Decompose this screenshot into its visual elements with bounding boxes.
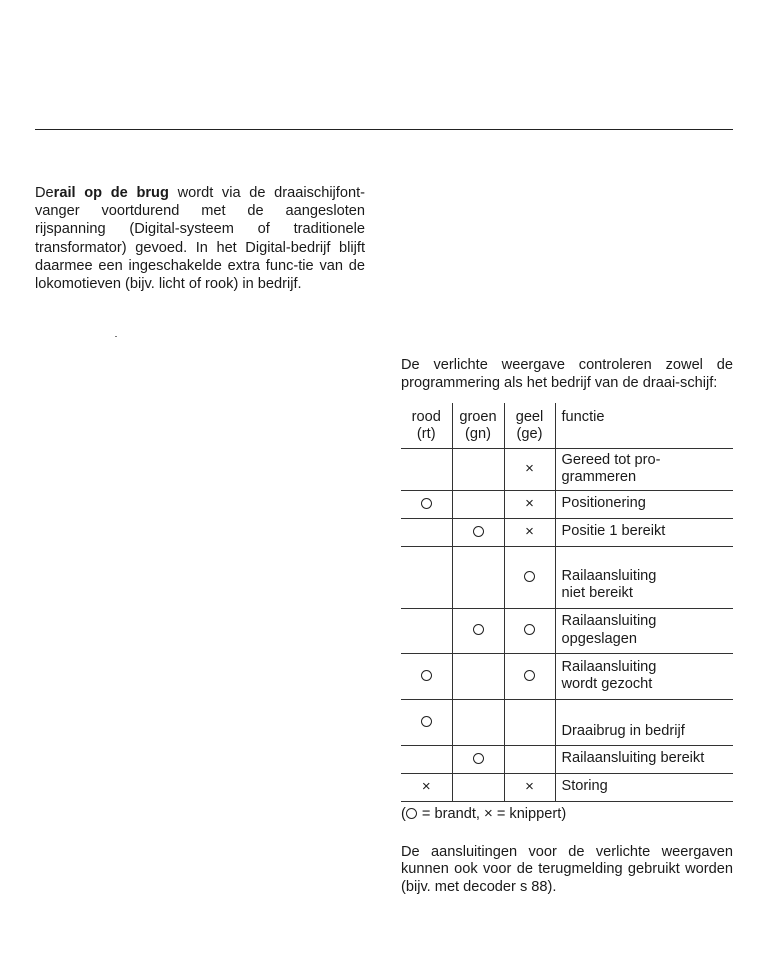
cell-functie: Gereed tot pro- grammeren [555,448,733,490]
cell-functie: Railaansluiting niet bereikt [555,546,733,608]
table-row [401,773,733,801]
bold-term: rail op de brug [53,185,169,201]
paragraph-rest: wordt via de draaischijfont-vanger voortdurend met de aangesloten rijspanning (Digital-systeem of traditionele transformator) gevoed. In het Digital-bedrijf blijft daarmee een ingeschakelde extra func-tie van de lokomotieven (bijv. licht of rook) in bedrijf. [35,185,366,293]
cell-geel [504,448,555,490]
table-row [401,518,733,546]
header-geel: geel (ge) [504,403,555,449]
circle-icon [473,753,484,764]
circle-icon [473,624,484,635]
cross-icon: × [525,522,534,540]
header-groen: groen (gn) [452,403,504,449]
intro-paragraph: De verlichte weergave controleren zowel de programmering als het bedrijf van de draai-schijf: [401,357,733,391]
cell-functie: Positie 1 bereikt [555,518,733,546]
cell-groen [452,773,504,801]
cell-functie: Railaansluiting bereikt [555,745,733,773]
cell-groen [452,546,504,608]
table-row [401,608,733,653]
cell-functie: Positionering [555,490,733,518]
table-row [401,546,733,608]
cell-rood [401,608,452,653]
circle-icon [524,571,535,582]
cell-functie: Storing [555,773,733,801]
outro-paragraph: De aansluitingen voor de verlichte weergaven kunnen ook voor de terugmelding gebruikt worden (bijv. met decoder s 88). [401,843,733,895]
cell-groen [452,448,504,490]
table-row [401,653,733,699]
cell-functie: Railaansluiting wordt gezocht [555,653,733,699]
circle-icon [421,716,432,727]
cell-geel [504,773,555,801]
cell-geel [504,699,555,745]
cross-icon: × [525,777,534,795]
table-row [401,745,733,773]
cell-groen [452,490,504,518]
cell-geel [504,745,555,773]
cell-rood [401,653,452,699]
cell-rood [401,699,452,745]
table-row [401,448,733,490]
cell-geel [504,490,555,518]
cross-icon: × [421,777,431,795]
cell-rood [401,490,452,518]
header-row [401,403,733,449]
cell-groen [452,518,504,546]
cross-icon: × [525,494,534,512]
cell-rood [401,773,452,801]
cell-geel [504,518,555,546]
cell-groen [452,699,504,745]
top-rule [35,129,733,130]
circle-icon [524,624,535,635]
cross-icon: × [484,805,493,823]
cell-geel [504,546,555,608]
lead-word: De [35,185,54,201]
circle-icon [421,498,432,509]
table-row [401,699,733,745]
cell-rood [401,546,452,608]
cell-geel [504,653,555,699]
circle-icon [421,670,432,681]
table-row [401,490,733,518]
cell-rood [401,518,452,546]
cell-rood [401,745,452,773]
header-rood: rood (rt) [411,408,441,443]
header-functie: functie [555,403,733,449]
cell-geel [504,608,555,653]
circle-icon [406,808,417,819]
cell-rood [401,448,452,490]
circle-icon [473,526,484,537]
right-column [401,357,733,911]
cell-groen [452,653,504,699]
cell-groen [452,608,504,653]
legend: ( = brandt, × = knippert) [401,805,567,823]
cell-groen [452,745,504,773]
cell-functie: Draaibrug in bedrijf [555,699,733,745]
cross-icon: × [525,459,534,477]
circle-icon [524,670,535,681]
left-paragraph [35,184,365,293]
print-speck [115,336,117,337]
cell-functie: Railaansluiting opgeslagen [555,608,733,653]
status-table [401,403,733,802]
